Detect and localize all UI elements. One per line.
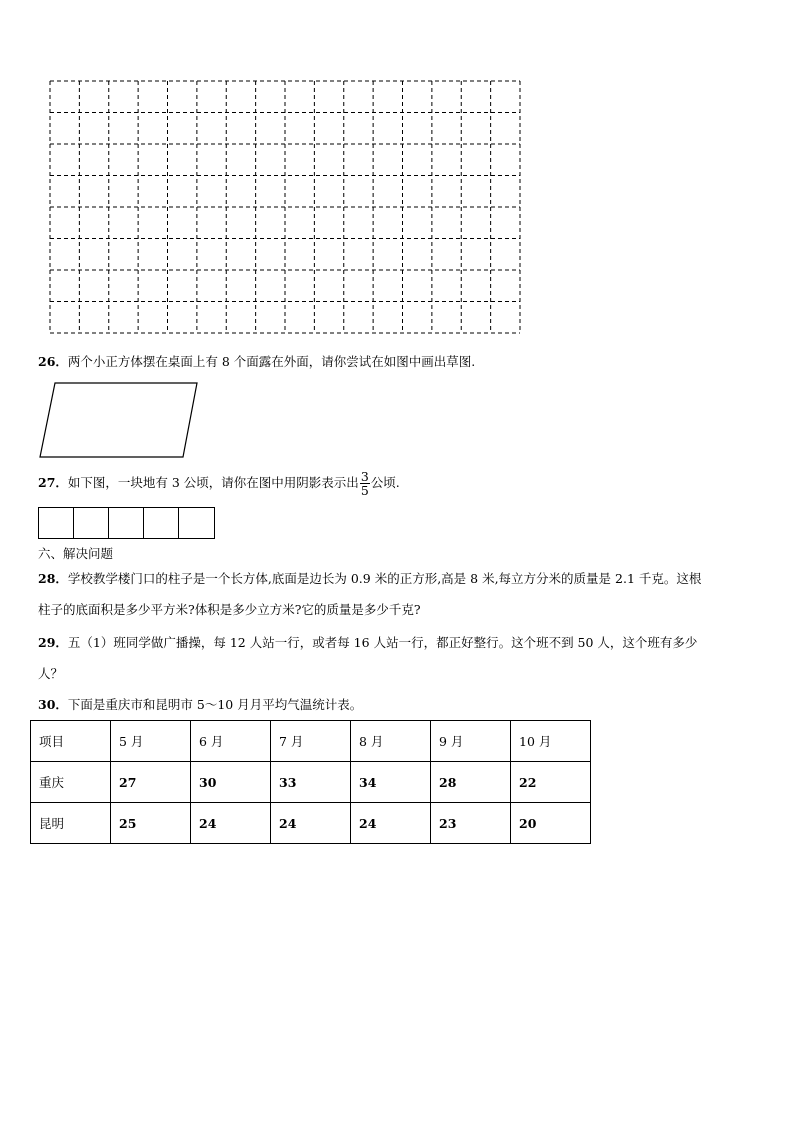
fraction-numerator: 3 bbox=[360, 469, 369, 484]
question-30-number: 30． bbox=[38, 697, 68, 712]
table-header-cell: 5 月 bbox=[111, 721, 191, 762]
fraction-three-fifths bbox=[360, 470, 370, 497]
question-28-number: 28． bbox=[38, 571, 68, 586]
land-box bbox=[179, 508, 214, 538]
question-28-line2: 柱子的底面积是多少平方米?体积是多少立方米?它的质量是多少千克? bbox=[38, 602, 421, 617]
table-cell: 24 bbox=[351, 803, 431, 844]
table-header-row bbox=[31, 721, 591, 762]
table-header-cell: 8 月 bbox=[351, 721, 431, 762]
land-box bbox=[74, 508, 109, 538]
question-29-line2: 人？ bbox=[38, 666, 64, 681]
table-header-cell: 10 月 bbox=[511, 721, 591, 762]
fraction-denominator: 5 bbox=[360, 483, 369, 498]
table-cell: 重庆 bbox=[31, 762, 111, 803]
table-cell: 昆明 bbox=[31, 803, 111, 844]
table-header-cell: 9 月 bbox=[431, 721, 511, 762]
table-cell: 30 bbox=[191, 762, 271, 803]
question-26-text: 两个小正方体摆在桌面上有 8 个面露在外面，请你尝试在如图中画出草图. bbox=[67, 354, 476, 369]
question-27-text-end: 公顷. bbox=[370, 475, 400, 490]
table-cell: 25 bbox=[111, 803, 191, 844]
parallelogram-figure bbox=[38, 381, 200, 459]
table-cell: 23 bbox=[431, 803, 511, 844]
question-29 bbox=[38, 633, 697, 653]
question-30-text: 下面是重庆市和昆明市 5～10 月月平均气温统计表。 bbox=[67, 697, 363, 712]
dashed-drawing-grid bbox=[49, 80, 521, 336]
question-30 bbox=[38, 695, 362, 715]
temperature-table bbox=[30, 720, 591, 844]
table-cell: 28 bbox=[431, 762, 511, 803]
land-box bbox=[109, 508, 144, 538]
table-cell: 24 bbox=[271, 803, 351, 844]
table-cell: 24 bbox=[191, 803, 271, 844]
table-row bbox=[31, 803, 591, 844]
question-26-number: 26． bbox=[38, 354, 68, 369]
section-6-title: 六、解决问题 bbox=[38, 546, 114, 561]
table-cell: 33 bbox=[271, 762, 351, 803]
question-29-line1: 五（1）班同学做广播操，每 12 人站一行，或者每 16 人站一行，都正好整行。这个班不到 50 人，这个班有多少 bbox=[67, 635, 698, 650]
question-27-text: 如下图，一块地有 3 公顷，请你在图中用阴影表示出 bbox=[67, 475, 359, 490]
table-row bbox=[31, 762, 591, 803]
land-box bbox=[144, 508, 179, 538]
land-boxes bbox=[38, 507, 215, 539]
question-27-number: 27． bbox=[38, 475, 68, 490]
land-box bbox=[39, 508, 74, 538]
table-cell: 22 bbox=[511, 762, 591, 803]
table-cell: 34 bbox=[351, 762, 431, 803]
table-header-cell: 6 月 bbox=[191, 721, 271, 762]
table-header-cell: 项目 bbox=[31, 721, 111, 762]
table-cell: 20 bbox=[511, 803, 591, 844]
question-27 bbox=[38, 470, 400, 497]
question-28-line1: 学校教学楼门口的柱子是一个长方体,底面是边长为 0.9 米的正方形,高是 8 米,每立方分米的质量是 2.1 千克。这根 bbox=[67, 571, 702, 586]
question-29-number: 29． bbox=[38, 635, 68, 650]
table-cell: 27 bbox=[111, 762, 191, 803]
table-header-cell: 7 月 bbox=[271, 721, 351, 762]
question-26 bbox=[38, 352, 475, 372]
question-28 bbox=[38, 569, 701, 589]
